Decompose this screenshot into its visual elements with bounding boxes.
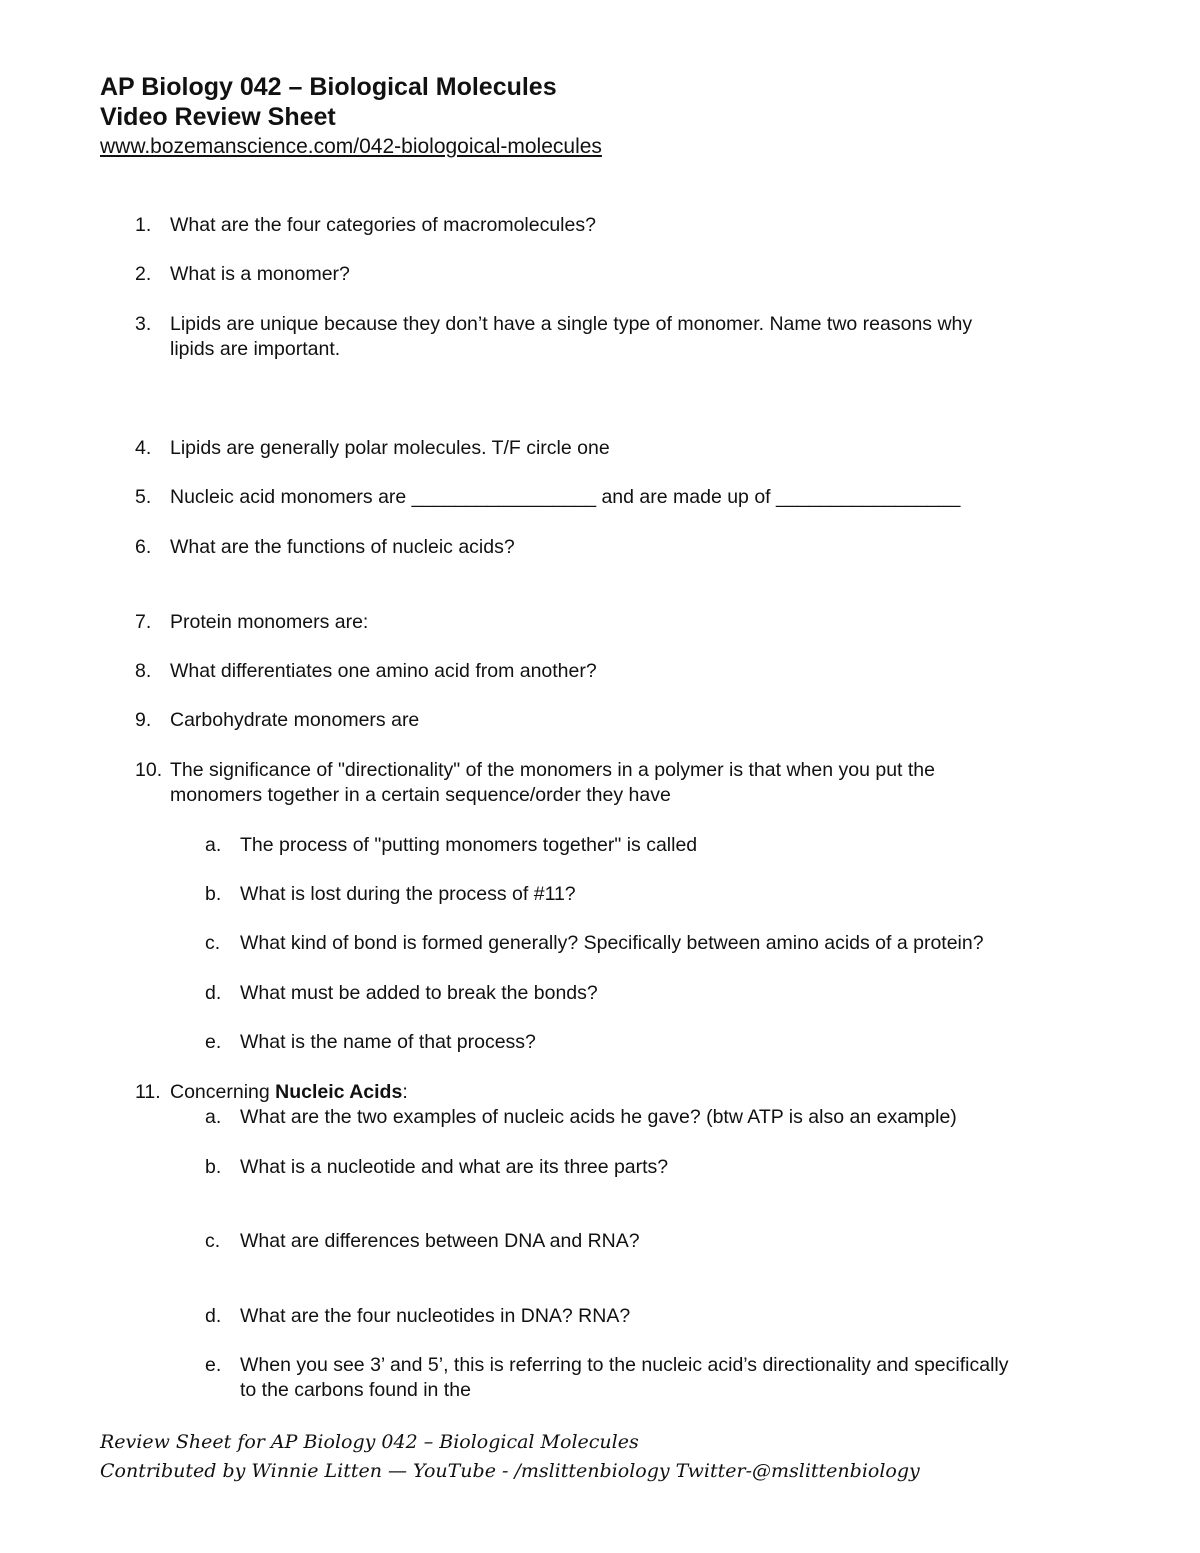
sub-question-letter: e.: [205, 1031, 222, 1053]
title-block: [100, 72, 602, 162]
question-text: What are the functions of nucleic acids?: [170, 536, 515, 558]
question-text: [170, 1079, 408, 1105]
sub-question-text: What are differences between DNA and RNA?: [240, 1230, 640, 1252]
sub-question-text: What is a nucleotide and what are its three parts?: [240, 1156, 669, 1178]
sub-question-text: The process of "putting monomers together" is called: [240, 834, 698, 856]
question-text: What differentiates one amino acid from another?: [170, 660, 597, 682]
sub-question-letter: d.: [205, 982, 222, 1004]
question-bold-topic: Nucleic Acids: [275, 1081, 403, 1103]
question-prefix: Concerning: [170, 1081, 276, 1103]
sub-question-text-continued: to the carbons found in the: [240, 1379, 471, 1401]
question-text: What are the four categories of macromolecules?: [170, 214, 596, 236]
footer-line-credit: Contributed by Winnie Litten — YouTube - /mslittenbiology Twitter-@mslittenbiology: [100, 1460, 920, 1482]
question-text-continued: lipids are important.: [170, 338, 341, 360]
sub-question-letter: a.: [205, 1106, 222, 1128]
sub-question-letter: c.: [205, 1230, 221, 1252]
question-text: Lipids are generally polar molecules. T/F circle one: [170, 437, 610, 459]
sub-question-letter: b.: [205, 883, 222, 905]
question-number: 11.: [135, 1081, 161, 1103]
question-number: 8.: [135, 660, 152, 682]
sub-question-text: What is the name of that process?: [240, 1031, 536, 1053]
question-number: 5.: [135, 486, 152, 508]
question-text: Nucleic acid monomers are _________________ and are made up of _________________: [170, 486, 961, 508]
sub-question-letter: c.: [205, 932, 221, 954]
question-text: Carbohydrate monomers are: [170, 709, 420, 731]
page-subtitle: Video Review Sheet: [100, 103, 336, 131]
question-number: 6.: [135, 536, 152, 558]
question-number: 4.: [135, 437, 152, 459]
sub-question-text: What are the two examples of nucleic acids he gave? (btw ATP is also an example): [240, 1106, 957, 1128]
footer: [100, 1428, 920, 1486]
sub-question-letter: e.: [205, 1354, 222, 1376]
sub-question-text: What is lost during the process of #11?: [240, 883, 576, 905]
sub-question-text: What are the four nucleotides in DNA? RNA?: [240, 1305, 631, 1327]
source-url-link[interactable]: www.bozemanscience.com/042-biologoical-molecules: [100, 135, 602, 158]
page-title: AP Biology 042 – Biological Molecules: [100, 73, 557, 101]
footer-line-title: Review Sheet for AP Biology 042 – Biological Molecules: [100, 1431, 639, 1453]
question-number: 9.: [135, 709, 152, 731]
question-number: 2.: [135, 263, 152, 285]
sub-question-letter: b.: [205, 1156, 222, 1178]
question-number: 7.: [135, 611, 152, 633]
question-text: The significance of "directionality" of the monomers in a polymer is that when you put the: [170, 759, 935, 781]
question-text: Protein monomers are:: [170, 611, 369, 633]
question-suffix: :: [402, 1081, 408, 1103]
sub-question-letter: d.: [205, 1305, 222, 1327]
question-text: What is a monomer?: [170, 263, 350, 285]
question-text-continued: monomers together in a certain sequence/order they have: [170, 784, 671, 806]
sub-question-text: What must be added to break the bonds?: [240, 982, 598, 1004]
question-number: 10.: [135, 759, 163, 781]
question-text: Lipids are unique because they don’t have a single type of monomer. Name two reasons why: [170, 313, 973, 335]
sub-question-letter: a.: [205, 834, 222, 856]
sub-question-text: When you see 3’ and 5’, this is referring to the nucleic acid’s directionality and specifically: [240, 1354, 1009, 1376]
question-number: 1.: [135, 214, 152, 236]
question-number: 3.: [135, 313, 152, 335]
sub-question-text: What kind of bond is formed generally? Specifically between amino acids of a protein?: [240, 932, 984, 954]
